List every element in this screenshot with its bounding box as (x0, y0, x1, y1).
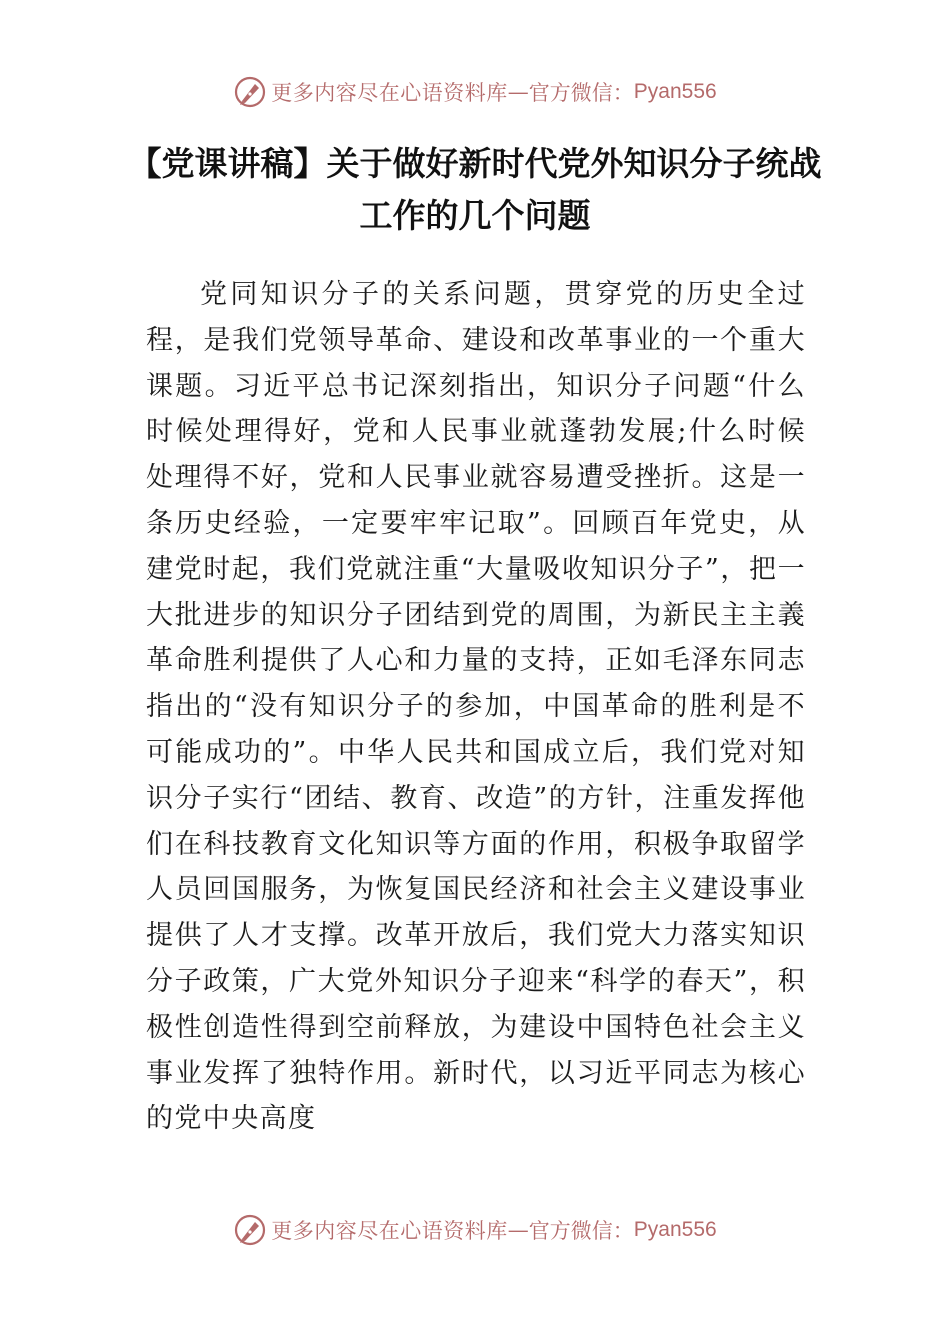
banner-slogan: 更多内容尽在心语资料库 (271, 1219, 508, 1243)
banner-separator: — (507, 1218, 529, 1242)
pen-nib-logo-icon (233, 75, 267, 109)
banner-slogan: 更多内容尽在心语资料库 (271, 81, 508, 105)
banner-separator: — (507, 80, 529, 104)
banner-contact-label: 官方微信： (528, 1219, 634, 1243)
banner-contact-id: Pyan556 (633, 80, 717, 103)
banner-contact-id: Pyan556 (633, 1218, 717, 1241)
document-paragraph: 党同知识分子的关系问题，贯穿党的历史全过程，是我们党领导革命、建设和改革事业的一个重大课题。习近平总书记深刻指出，知识分子问题“什么时候处理得好，党和人民事业就蓬勃发展;什么时候处理得不好，党和人民事业就容易遭受挫折。这是一条历史经验，一定要牢牢记取”。回顾百年党史，从建党时起，我们党就注重“大量吸收知识分子”，把一大批进步的知识分子团结到党的周围，为新民主主義革命胜利提供了人心和力量的支持，正如毛泽东同志指出的“没有知识分子的参加，中国革命的胜利是不可能成功的”。中华人民共和国成立后，我们党对知识分子实行“团结、教育、改造”的方针，注重发挥他们在科技教育文化知识等方面的作用，积极争取留学人员回国服务，为恢复国民经济和社会主义建设事业提供了人才支撑。改革开放后，我们党大力落实知识分子政策，广大党外知识分子迎来“科学的春天”，积极性创造性得到空前释放，为建设中国特色社会主义事业发挥了独特作用。新时代，以习近平同志为核心的党中央高度 (146, 279, 806, 1135)
document-title: 【党课讲稿】关于做好新时代党外知识分子统战工作的几个问题 (128, 144, 822, 235)
header-banner (0, 70, 950, 114)
banner-contact-label: 官方微信： (528, 81, 634, 105)
footer-banner (0, 1208, 950, 1252)
pen-nib-logo-icon (233, 1213, 267, 1247)
